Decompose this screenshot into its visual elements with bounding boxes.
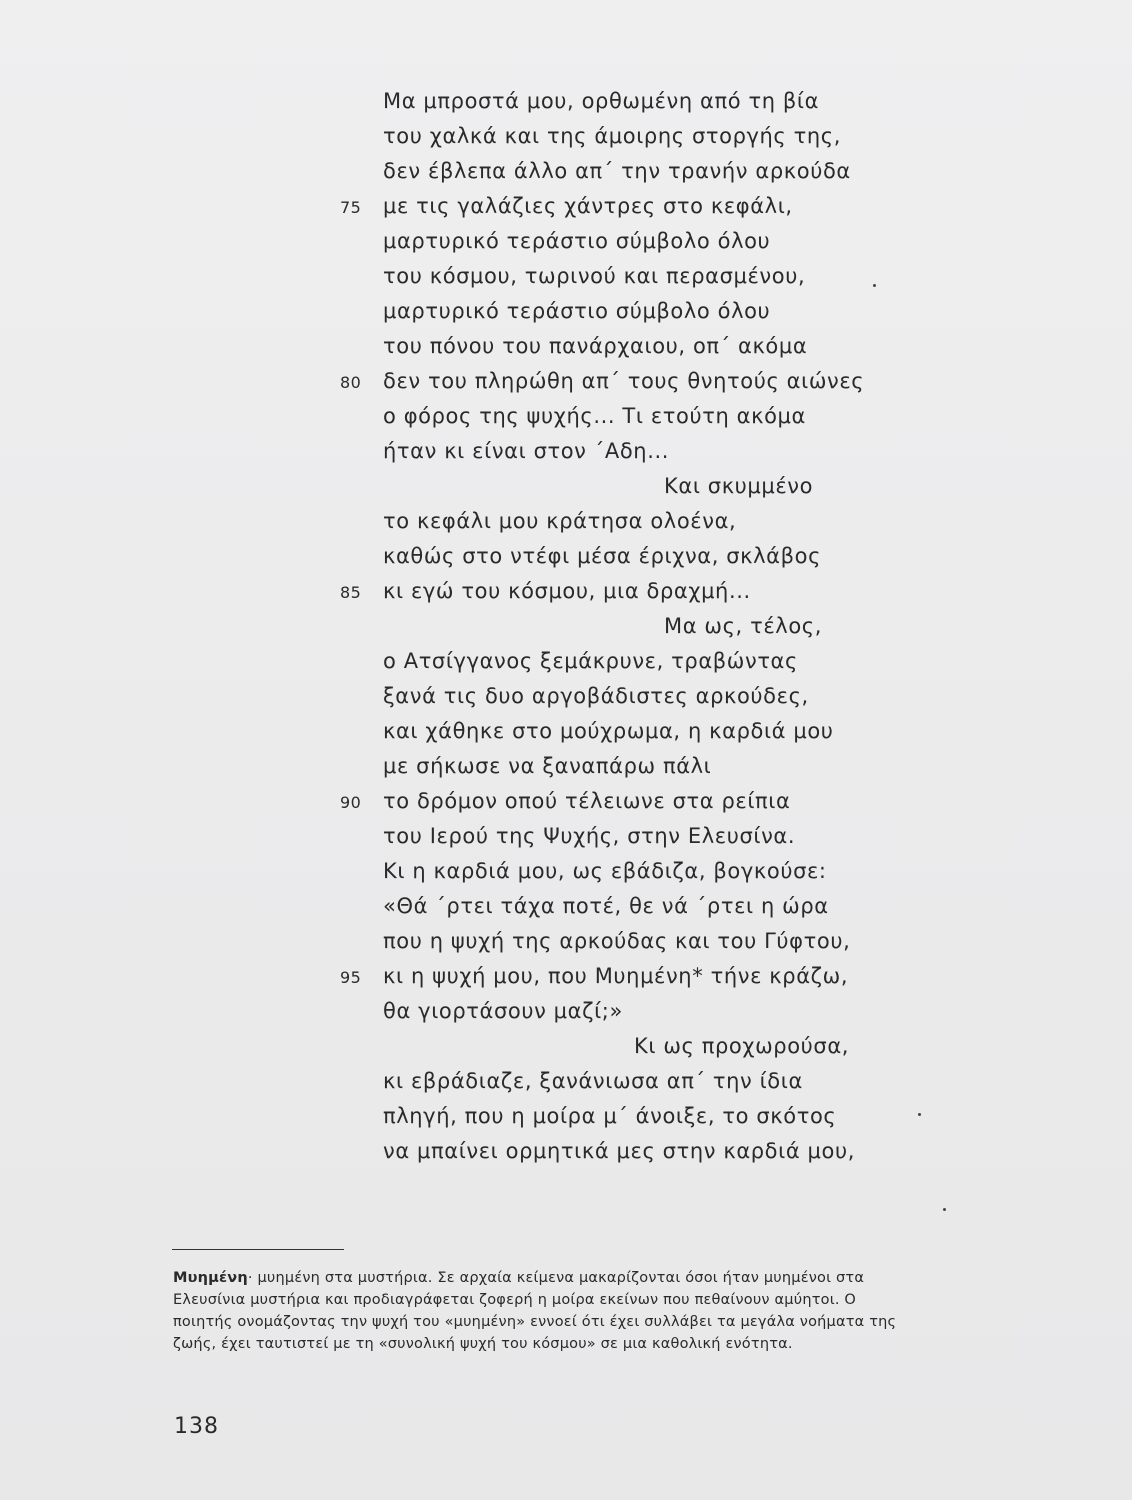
poem-line xyxy=(0,749,1132,784)
poem-line xyxy=(0,889,1132,924)
poem-line-text: δεν έβλεπα άλλο απ΄ την τρανήν αρκούδα xyxy=(383,159,851,183)
footnote xyxy=(173,1267,1043,1355)
poem-line xyxy=(0,189,1132,224)
poem-line xyxy=(0,679,1132,714)
line-number: 80 xyxy=(340,373,362,392)
poem-line xyxy=(0,329,1132,364)
poem-line xyxy=(0,924,1132,959)
poem-line xyxy=(0,119,1132,154)
poem-line xyxy=(0,84,1132,119)
poem-line-text: του χαλκά και της άμοιρης στοργής της, xyxy=(383,124,841,148)
poem-line-text: με τις γαλάζιες χάντρες στο κεφάλι, xyxy=(383,194,793,218)
poem-line xyxy=(0,609,1132,644)
poem-line-text: Κι η καρδιά μου, ως εβάδιζα, βογκούσε: xyxy=(383,859,827,883)
poem-line xyxy=(0,469,1132,504)
poem-line xyxy=(0,644,1132,679)
poem-line-text: «Θά ΄ρτει τάχα ποτέ, θε νά ΄ρτει η ώρα xyxy=(383,894,829,918)
poem-line-text: Μα μπροστά μου, ορθωμένη από τη βία xyxy=(383,89,820,113)
poem-line xyxy=(0,539,1132,574)
poem-line xyxy=(0,819,1132,854)
footnote-line-4: ζωής, έχει ταυτιστεί με τη «συνολική ψυχή του κόσμου» σε μια καθολική ενότητα. xyxy=(173,1336,793,1352)
poem-line-text: Μα ως, τέλος, xyxy=(664,614,822,638)
poem-line xyxy=(0,854,1132,889)
page-number: 138 xyxy=(174,1414,219,1439)
poem-line-text: που η ψυχή της αρκούδας και του Γύφτου, xyxy=(383,929,851,953)
poem-line-text: κι εβράδιαζε, ξανάνιωσα απ΄ την ίδια xyxy=(383,1069,803,1093)
poem-line-text: Και σκυμμένο xyxy=(664,474,814,498)
poem-line xyxy=(0,259,1132,294)
print-speck xyxy=(918,1113,921,1116)
poem-line xyxy=(0,224,1132,259)
poem-line-text: μαρτυρικό τεράστιο σύμβολο όλου xyxy=(383,299,771,323)
poem-line xyxy=(0,154,1132,189)
poem-line xyxy=(0,1064,1132,1099)
poem-line xyxy=(0,504,1132,539)
print-speck xyxy=(943,1208,946,1211)
poem-line-text: κι εγώ του κόσμου, μια δραχμή... xyxy=(383,579,751,603)
print-speck xyxy=(873,284,876,287)
footnote-line-2: Ελευσίνια μυστήρια και προδιαγράφεται ζοφερή η μοίρα εκείνων που πεθαίνουν αμύητοι. Ο xyxy=(173,1292,857,1308)
poem-line-text: και χάθηκε στο μούχρωμα, η καρδιά μου xyxy=(383,719,834,743)
poem-line-text: του Ιερού της Ψυχής, στην Ελευσίνα. xyxy=(383,824,796,848)
poem-line-text: καθώς στο ντέφι μέσα έριχνα, σκλάβος xyxy=(383,544,822,568)
poem-line xyxy=(0,574,1132,609)
poem-line-text: ήταν κι είναι στον ΄Αδη... xyxy=(383,439,670,463)
footnote-line-1-text: · μυημένη στα μυστήρια. Σε αρχαία κείμενα μακαρίζονται όσοι ήταν μυημένοι στα xyxy=(247,1270,865,1286)
footnote-line-3: ποιητής ονομάζοντας την ψυχή του «μυημένη» εννοεί ότι έχει συλλάβει τα μεγάλα νοήματα της xyxy=(173,1314,897,1330)
line-number: 85 xyxy=(340,583,362,602)
poem-line-text: ο Ατσίγγανος ξεμάκρυνε, τραβώντας xyxy=(383,649,798,673)
poem-line xyxy=(0,1099,1132,1134)
poem-line-text: να μπαίνει ορμητικά μες στην καρδιά μου, xyxy=(383,1139,855,1163)
poem-line-text: δεν του πληρώθη απ΄ τους θνητούς αιώνες xyxy=(383,369,865,393)
poem-line-text: ξανά τις δυο αργοβάδιστες αρκούδες, xyxy=(383,684,809,708)
poem-line-text: κι η ψυχή μου, που Μυημένη* τήνε κράζω, xyxy=(383,964,849,988)
poem-line xyxy=(0,1029,1132,1064)
poem-line-text: το κεφάλι μου κράτησα ολοένα, xyxy=(383,509,737,533)
poem-line-text: το δρόμον οπού τέλειωνε στα ρείπια xyxy=(383,789,791,813)
poem-line-text: του πόνου του πανάρχαιου, οπ΄ ακόμα xyxy=(383,334,808,358)
poem-line xyxy=(0,399,1132,434)
poem-line xyxy=(0,994,1132,1029)
footnote-line-1 xyxy=(173,1267,1043,1289)
poem-line-text: του κόσμου, τωρινού και περασμένου, xyxy=(383,264,806,288)
footnote-term: Μυημένη xyxy=(173,1270,248,1286)
poem-line xyxy=(0,784,1132,819)
poem-line xyxy=(0,959,1132,994)
footnote-divider xyxy=(172,1249,344,1250)
poem-line xyxy=(0,294,1132,329)
poem-line-text: πληγή, που η μοίρα μ΄ άνοιξε, το σκότος xyxy=(383,1104,837,1128)
line-number: 95 xyxy=(340,968,362,987)
poem-line-text: με σήκωσε να ξαναπάρω πάλι xyxy=(383,754,712,778)
poem-line xyxy=(0,364,1132,399)
poem-line-text: θα γιορτάσουν μαζί;» xyxy=(383,999,623,1023)
poem-line-text: Κι ως προχωρούσα, xyxy=(634,1034,850,1058)
line-number: 90 xyxy=(340,793,362,812)
poem-line xyxy=(0,434,1132,469)
poem-line xyxy=(0,714,1132,749)
poem-line-text: μαρτυρικό τεράστιο σύμβολο όλου xyxy=(383,229,771,253)
poem-line xyxy=(0,1134,1132,1169)
line-number: 75 xyxy=(340,198,362,217)
poem-body xyxy=(0,84,1132,1169)
poem-line-text: ο φόρος της ψυχής... Τι ετούτη ακόμα xyxy=(383,404,806,428)
